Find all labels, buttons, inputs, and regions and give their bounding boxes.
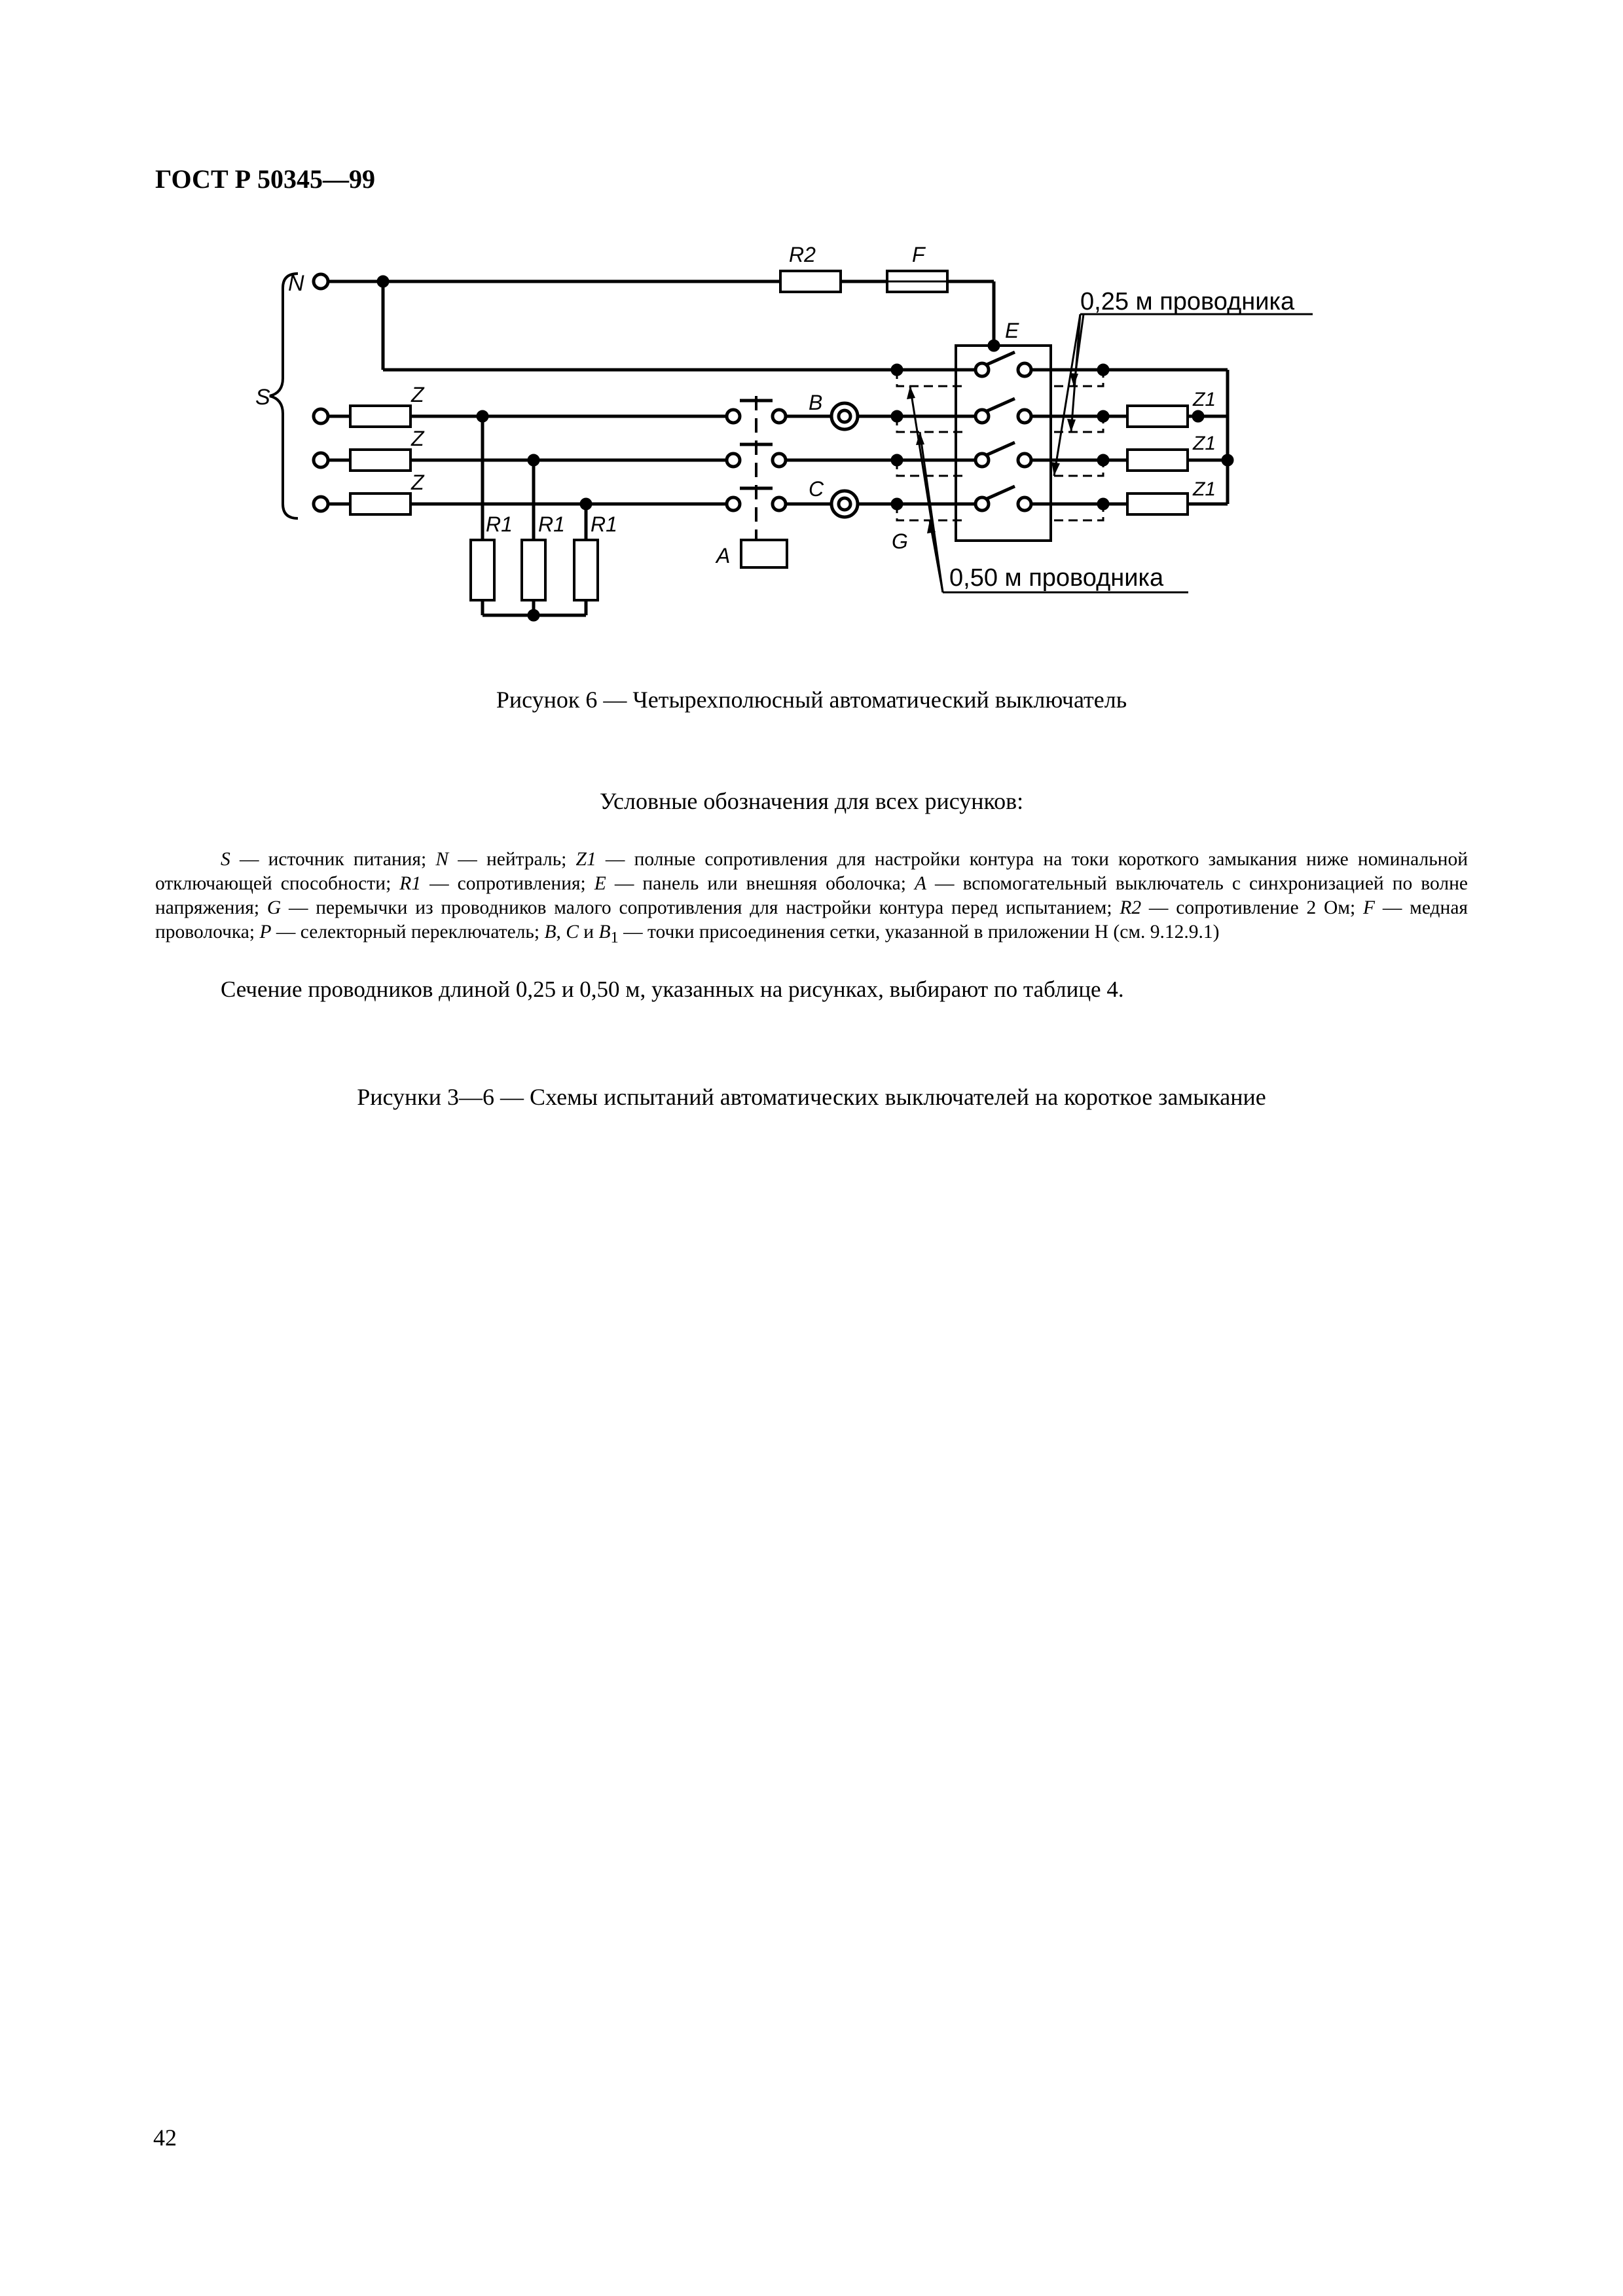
point-b xyxy=(831,403,858,429)
legend-sym-b1-sub: 1 xyxy=(610,928,619,946)
legend-sym-e: E xyxy=(594,873,606,894)
label-r1-1: R1 xyxy=(486,512,513,536)
source-brace xyxy=(270,274,298,518)
resistor-z1-1 xyxy=(1127,406,1188,427)
legend-sym-g: G xyxy=(266,897,282,918)
label-z1-1: Z1 xyxy=(1193,389,1216,410)
label-r1-3: R1 xyxy=(591,512,617,536)
label-g: G xyxy=(892,529,908,553)
circuit-diagram xyxy=(0,0,1623,655)
resistor-z-2 xyxy=(350,450,410,471)
figures-caption: Рисунки 3—6 — Схемы испытаний автоматических выключателей на короткое замыкание xyxy=(357,1084,1266,1110)
panel-e xyxy=(956,346,1051,541)
resistor-z1-3 xyxy=(1127,493,1188,514)
resistor-r1-2 xyxy=(522,540,545,600)
callout-025 xyxy=(1051,314,1313,476)
resistor-r1-1 xyxy=(471,540,494,600)
label-z1-2: Z1 xyxy=(1193,433,1216,454)
resistor-z-1 xyxy=(350,406,410,427)
legend-sym-a: A xyxy=(915,873,927,894)
label-z-3: Z xyxy=(411,471,424,494)
output-jumpers xyxy=(1054,365,1108,520)
legend-sym-s: S xyxy=(221,849,230,870)
legend-sym-z1: Z1 xyxy=(575,849,596,870)
legend-sym-b1: B xyxy=(598,922,611,942)
figure-caption: Рисунок 6 — Четырехполюсный автоматический выключатель xyxy=(496,687,1127,713)
label-b: B xyxy=(809,391,823,414)
resistor-r1-3 xyxy=(574,540,598,600)
resistor-z-3 xyxy=(350,493,410,514)
legend-sym-p: P xyxy=(259,922,272,942)
actuator-a xyxy=(741,540,787,567)
resistor-z1-2 xyxy=(1127,450,1188,471)
label-z-2: Z xyxy=(411,427,424,450)
legend-sym-r2: R2 xyxy=(1120,897,1142,918)
legend-sym-c: C xyxy=(566,922,579,942)
auxiliary-switch xyxy=(727,396,787,567)
label-r1-2: R1 xyxy=(538,512,565,536)
label-conductor-025: 0,25 м проводника xyxy=(1080,288,1295,315)
label-z1-3: Z1 xyxy=(1193,478,1216,500)
label-n: N xyxy=(288,271,304,296)
document-header: ГОСТ Р 50345—99 xyxy=(155,164,376,194)
breaker-poles xyxy=(976,352,1031,511)
label-f: F xyxy=(912,243,925,266)
legend-text: S — источник питания; N — нейтраль; Z1 — полные сопротивления для настройки контура на токи короткого замыкания ниже номинальной отключающей способности; R1 — сопротивления; E — панель или внешняя оболочка; A — вспомогательный выключатель с синхронизацией по волне напряжения; G — перемычки из проводников малого сопротивления для настройки контура перед испытанием; R2 — сопротивление 2 Ом; F — медная проволочка; P — селекторный переключатель; B, C и $B_1$ — точки присоединения сетки, указанной в приложении Н (см. 9.12.9.1) xyxy=(155,849,1468,946)
label-s: S xyxy=(255,385,270,410)
label-e: E xyxy=(1005,319,1019,342)
resistor-r2 xyxy=(780,271,841,292)
legend-heading: Условные обозначения для всех рисунков: xyxy=(599,788,1024,814)
page-number: 42 xyxy=(153,2125,177,2151)
phase-lines xyxy=(314,406,727,514)
label-z-1: Z xyxy=(411,383,424,406)
label-a: A xyxy=(716,544,731,567)
legend-sym-n: N xyxy=(435,849,449,870)
legend-sym-b: B xyxy=(544,922,556,942)
neutral-terminal xyxy=(314,274,328,289)
label-conductor-050: 0,50 м проводника xyxy=(949,564,1164,592)
label-r2: R2 xyxy=(789,243,816,266)
label-c: C xyxy=(809,477,824,501)
legend-sym-r1: R1 xyxy=(399,873,422,894)
section-note: Сечение проводников длиной 0,25 и 0,50 м, указанных на рисунках, выбирают по таблице 4. xyxy=(221,977,1124,1002)
legend-sym-f: F xyxy=(1363,897,1376,918)
point-c xyxy=(831,491,858,517)
